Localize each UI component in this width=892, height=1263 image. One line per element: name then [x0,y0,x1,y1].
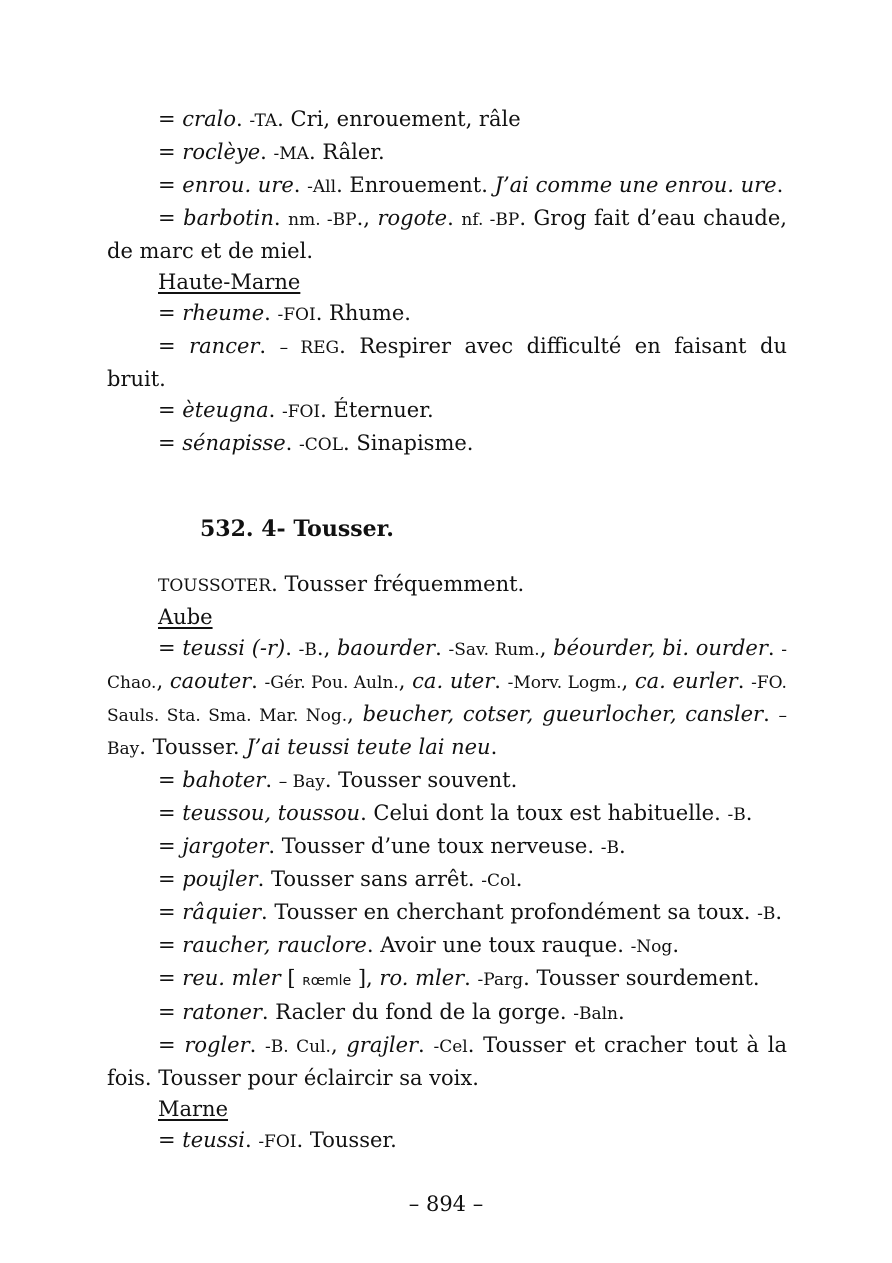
text-run: = [158,636,183,660]
source-abbrev: -COL [299,435,344,455]
source-abbrev: -Chao. [107,640,788,693]
text-run: . [285,636,299,660]
entry-paragraph [107,831,787,864]
text-run: ., [356,206,378,230]
text-run: = [158,966,183,990]
text-run: . Tousser et cracher tout à la fois. Tousser pour éclaircir sa voix. [107,1033,788,1090]
text-run: = [158,173,183,197]
dialect-term: béourder, bi. ourder [553,636,768,660]
source-abbrev: -Parg [477,970,524,990]
text-run: . [418,1033,434,1057]
text-run: = [158,334,190,358]
text-run: . [618,834,626,858]
text-run: . Éternuer. [320,398,434,422]
text-run: . [235,107,250,131]
text-run: , [398,669,413,693]
text-run: . [776,173,784,197]
text-run: . Rhume. [315,301,411,325]
text-run: = [158,431,183,455]
entry-paragraph [107,298,787,331]
source-abbrev: -B [757,904,776,924]
phonetic-transcription: ʀœmle [302,973,352,989]
dialect-term: teussou, toussou [182,801,361,825]
source-abbrev: TOUSSOTER [158,576,272,596]
text-run: . [273,206,289,230]
source-abbrev: -B. Cul. [265,1037,331,1057]
text-run: . [763,702,779,726]
entry-paragraph [107,602,787,633]
text-run: = [158,801,183,825]
source-abbrev: -B [298,640,317,660]
dialect-term: jargoter [182,834,269,858]
source-abbrev: – REG [279,338,340,358]
source-abbrev: -Cel [433,1037,468,1057]
entry-paragraph [107,104,787,137]
text-run: , [347,702,363,726]
entry-paragraph [107,569,787,602]
dialect-term: beucher, cotser, gueurlocher, cansler [362,702,764,726]
dialect-term: teussi [182,1128,245,1152]
entry-paragraph [107,633,787,765]
entry-paragraph [107,137,787,170]
dialect-term: baourder [336,636,436,660]
dialect-term: ca. uter [412,669,495,693]
entry-paragraph [107,930,787,963]
text-run: . Tousser sans arrêt. [257,867,482,891]
source-abbrev: nm. -BP [288,210,357,230]
dialect-term: bahoter [182,768,266,792]
dialect-term: raucher, rauclore [182,933,367,957]
entry-paragraph [107,864,787,897]
text-run: = [158,768,183,792]
dialect-term: grajler [346,1033,419,1057]
dialect-term: J’ai comme une enrou. ure [494,173,777,197]
entry-paragraph [107,997,787,1030]
text-run: = [158,900,183,924]
dialect-term: rogote [377,206,448,230]
text-run: . Tousser sourdement. [523,966,760,990]
text-run: = [158,867,183,891]
dialect-term: ratoner [182,1000,262,1024]
source-abbrev: -MA [273,144,309,164]
dialect-term: caouter [169,669,252,693]
entry-paragraph [107,203,787,267]
dialect-term: cralo [182,107,236,131]
source-abbrev: -All [307,177,337,197]
dialect-term: reu. mler [182,966,281,990]
text-run: . Grog fait d’eau chaude, de marc et de miel. [107,206,787,263]
text-run: . [775,900,783,924]
source-abbrev: -Baln [573,1004,618,1024]
entry-paragraph [107,331,787,395]
dialect-term: rheume [182,301,265,325]
text-run: . [490,735,498,759]
text-run: . Avoir une toux rauque. [366,933,631,957]
text-run: . [745,801,753,825]
text-run: . [617,1000,625,1024]
source-abbrev: -Col [481,871,516,891]
dialect-term: teussi (-r) [182,636,286,660]
entry-paragraph [107,963,787,997]
page-body [107,104,787,1158]
region-heading: Aube [158,605,213,629]
entry-paragraph [107,765,787,798]
dialect-term: rogler [184,1033,250,1057]
entries-section-tousser [107,569,787,1158]
text-run: . Enrouement. [336,173,495,197]
entry-paragraph [107,1094,787,1125]
entry-paragraph [107,897,787,930]
source-abbrev: -Gér. Pou. Auln. [264,673,399,693]
text-run: . [767,636,782,660]
text-run: . Tousser. [296,1128,397,1152]
text-run: [ [280,966,303,990]
text-run: . [285,431,300,455]
text-run: , [156,669,170,693]
text-run: . Tousser en cherchant profondément sa toux. [261,900,758,924]
text-run: . [447,206,462,230]
dialect-term: J’ai teussi teute lai neu [246,735,491,759]
text-run: . [515,867,523,891]
text-run: . [293,173,308,197]
dialect-term: enrou. ure [182,173,294,197]
text-run: ], [351,966,380,990]
dialect-term: èteugna [182,398,269,422]
text-run: ., [316,636,337,660]
entry-paragraph [107,395,787,428]
source-abbrev: – Bay [107,706,787,759]
text-run: . Râler. [308,140,385,164]
text-run: . [259,334,280,358]
text-run: = [158,398,183,422]
text-run: = [158,1000,183,1024]
region-heading: Marne [158,1097,229,1121]
text-run: . Tousser. [139,735,247,759]
dialect-term: râquier [182,900,261,924]
text-run: = [158,1128,183,1152]
text-run: = [158,834,183,858]
source-abbrev: -Morv. Logm. [507,673,622,693]
page-number: – 894 – [408,1192,484,1216]
text-run: = [158,107,183,131]
text-run: . [435,636,449,660]
text-run: = [158,933,183,957]
text-run: . Racler du fond de la gorge. [261,1000,574,1024]
text-run: , [621,669,635,693]
dialect-term: barbotin [183,206,274,230]
text-run: . [251,669,265,693]
source-abbrev: -FOI [281,402,321,422]
text-run: = [158,140,183,164]
entries-section-haute-marne [107,104,787,461]
text-run: . Cri, enrouement, râle [277,107,521,131]
dialect-term: sénapisse [182,431,286,455]
text-run: , [330,1033,347,1057]
text-run: = [158,1033,185,1057]
entry-paragraph [107,428,787,461]
region-heading: Haute-Marne [158,270,301,294]
text-run: . Respirer avec difficulté en faisant du bruit. [107,334,787,391]
text-run: = [158,301,183,325]
dialect-term: roclèye [182,140,261,164]
entry-paragraph [107,798,787,831]
text-run: . [737,669,752,693]
text-run: . [464,966,478,990]
text-run: . Tousser souvent. [324,768,518,792]
entry-paragraph [107,1030,787,1094]
source-abbrev: -TA [249,111,278,131]
text-run: . [260,140,274,164]
dialect-term: rancer [189,334,260,358]
source-abbrev: – Bay [278,772,325,792]
dialect-term: ro. mler [379,966,465,990]
source-abbrev: -Sav. Rum. [448,640,540,660]
text-run: . [249,1033,266,1057]
text-run: . Tousser d’une toux nerveuse. [268,834,601,858]
source-abbrev: -Nog [630,937,673,957]
text-run: . [672,933,679,957]
source-abbrev: -FOI [258,1132,297,1152]
source-abbrev: nf. -BP [461,210,520,230]
text-run: . [264,301,278,325]
text-run: . [244,1128,259,1152]
text-run: . Tousser fréquemment. [271,572,525,596]
text-run: . Sinapisme. [343,431,474,455]
entry-paragraph [107,1125,787,1158]
entry-paragraph [107,267,787,298]
dialect-term: poujler [182,867,258,891]
text-run: = [158,206,184,230]
text-run: . [265,768,279,792]
entry-paragraph [107,170,787,203]
text-run: . Celui dont la toux est habituelle. [360,801,728,825]
source-abbrev: -FOI [277,305,316,325]
text-run: , [539,636,554,660]
text-run: . [494,669,508,693]
source-abbrev: -B [727,805,746,825]
text-run: . [268,398,282,422]
section-heading: 532. 4- Tousser. [200,516,394,542]
dialect-term: ca. eurler [634,669,738,693]
source-abbrev: -FO. Sauls. Sta. Sma. Mar. Nog. [107,673,787,726]
source-abbrev: -B [600,838,619,858]
